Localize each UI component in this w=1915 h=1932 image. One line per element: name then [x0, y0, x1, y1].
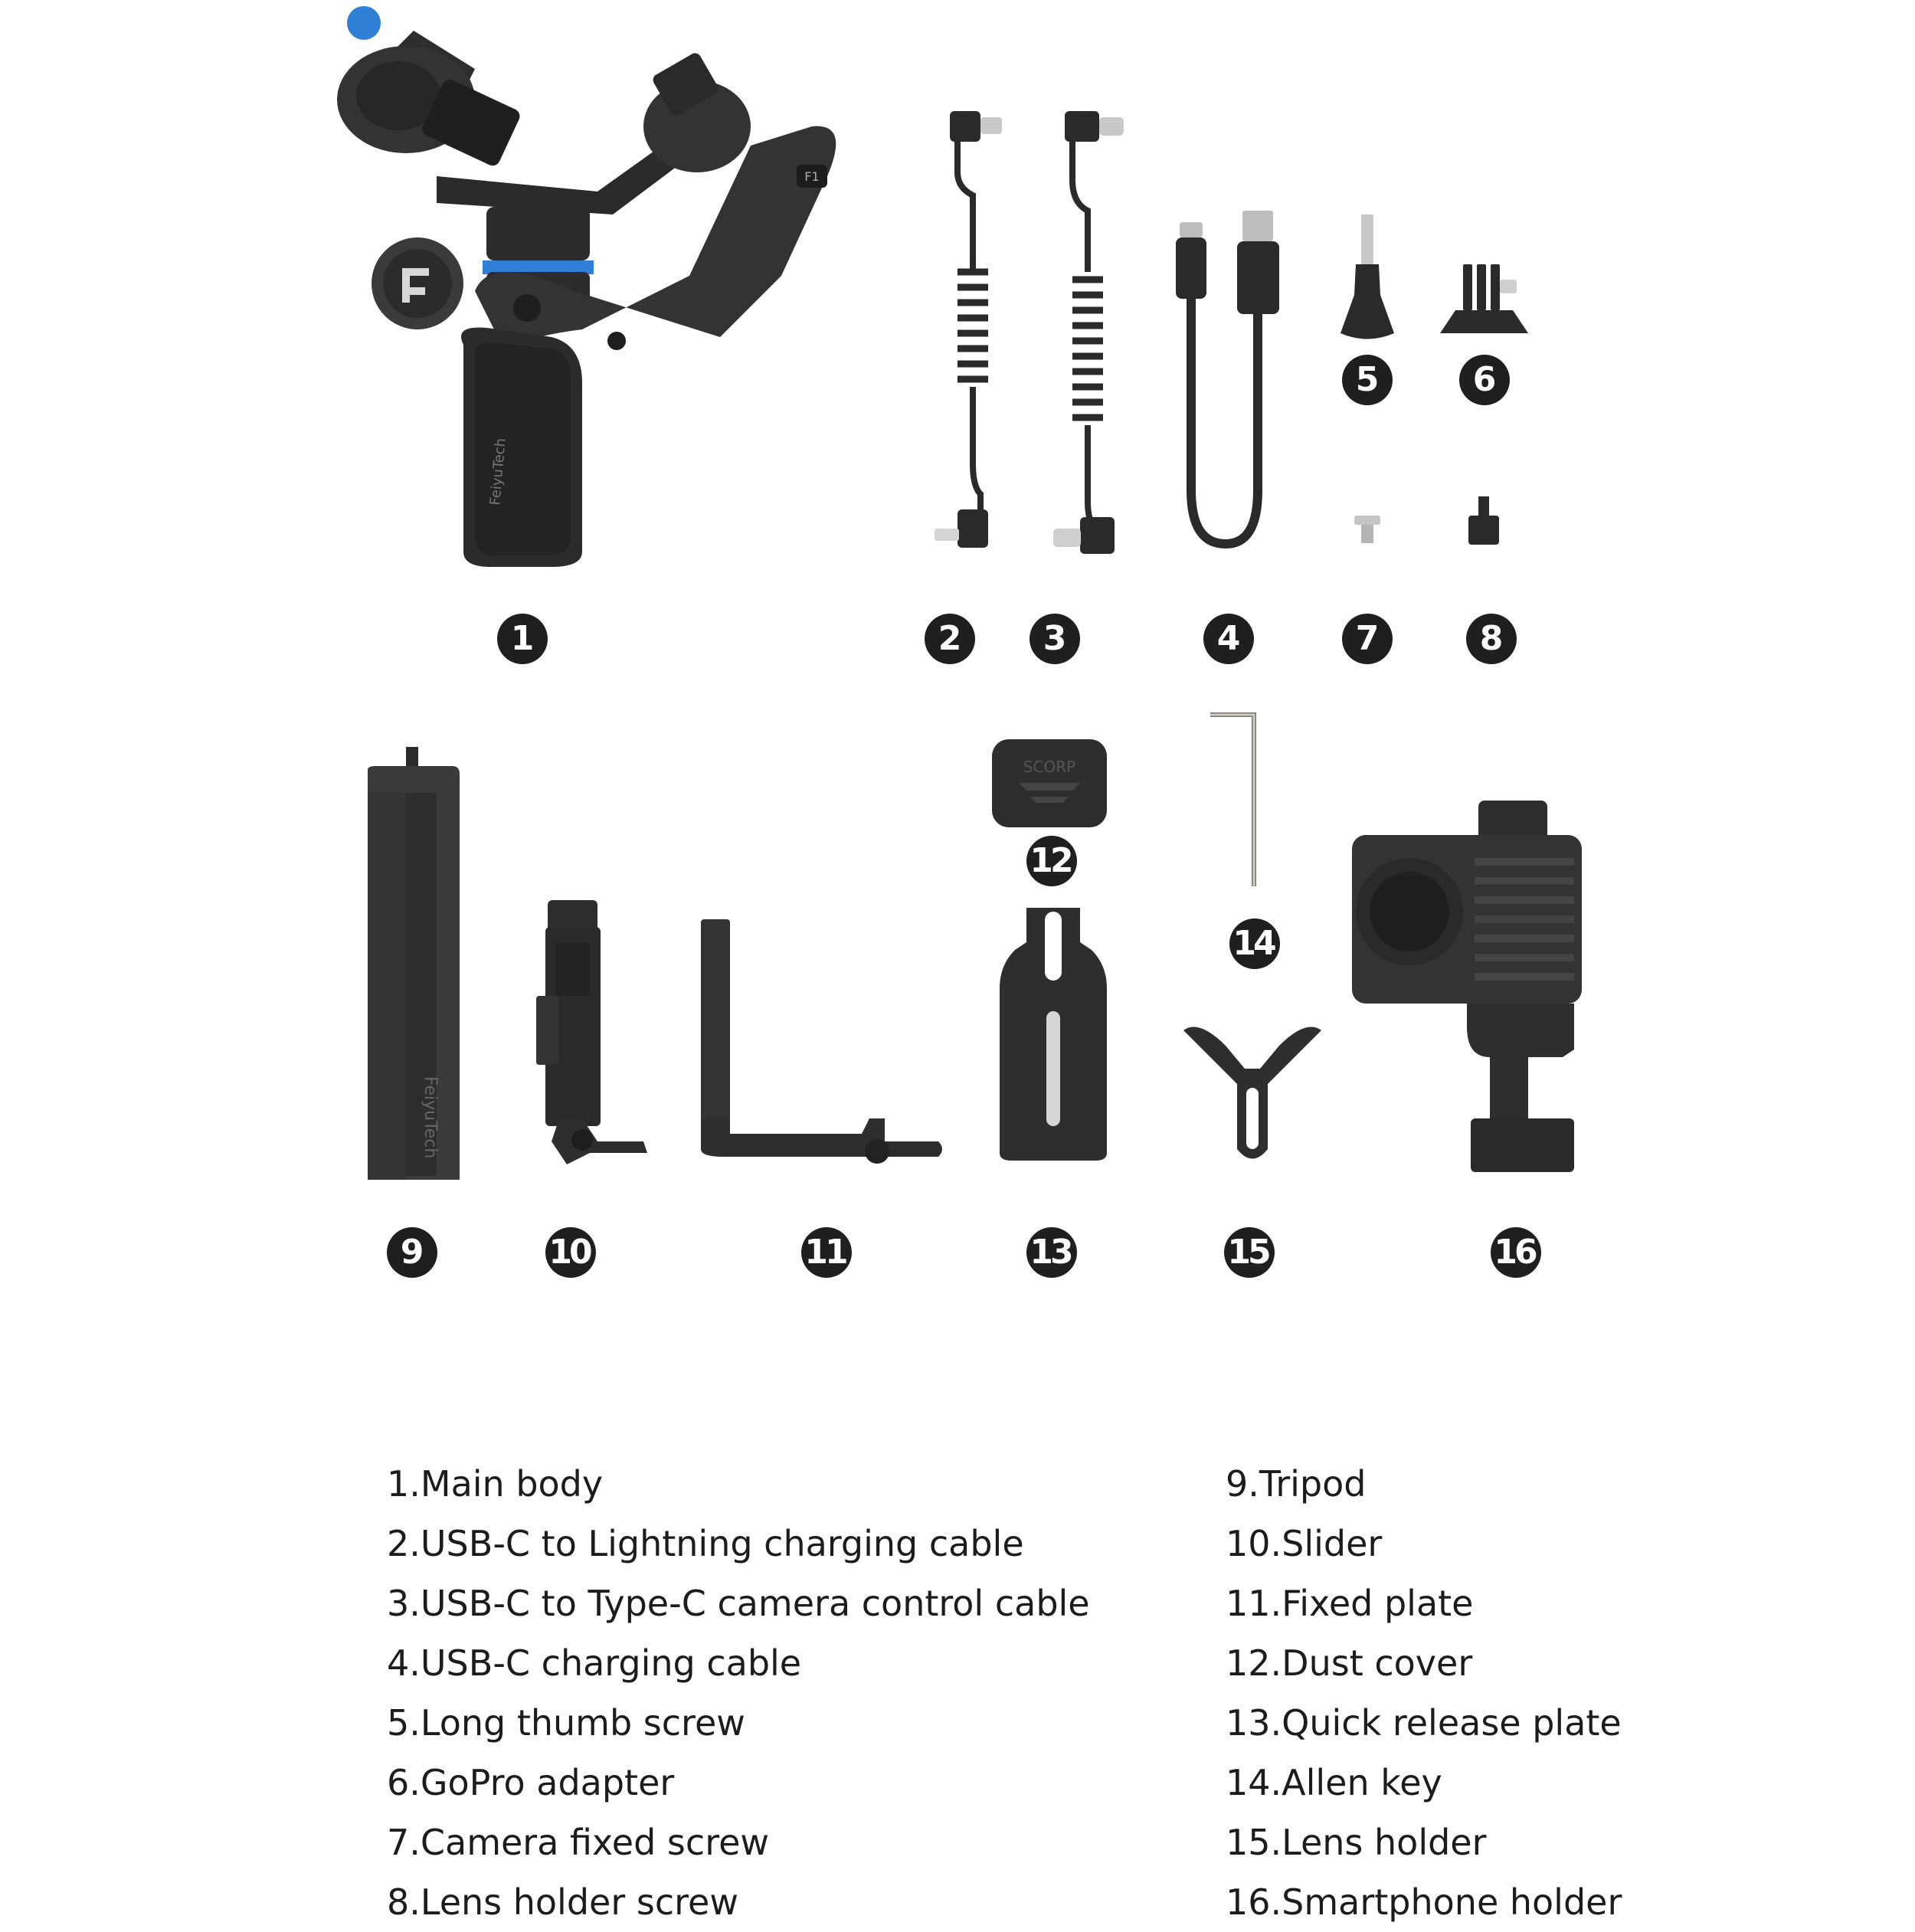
badge-6: 6: [1459, 355, 1510, 405]
legend-item-11: 11.Fixed plate: [1226, 1583, 1474, 1624]
lens-holder-image: [1176, 1015, 1329, 1168]
legend-item-10: 10.Slider: [1226, 1523, 1383, 1564]
legend-item-2: 2.USB-C to Lightning charging cable: [387, 1523, 1024, 1564]
legend-item-7: 7.Camera fixed screw: [387, 1822, 770, 1863]
f1-button-label: F1: [804, 169, 820, 184]
legend-item-14: 14.Allen key: [1226, 1762, 1442, 1803]
badge-7: 7: [1342, 614, 1393, 664]
tripod-image: [360, 747, 467, 1191]
badge-1: 1: [497, 614, 548, 664]
usb-c-charging-cable-image: [1157, 199, 1295, 559]
gopro-adapter-image: [1432, 260, 1540, 337]
legend-item-15: 15.Lens holder: [1226, 1822, 1487, 1863]
lens-holder-screw-image: [1465, 496, 1503, 546]
legend-item-9: 9.Tripod: [1226, 1463, 1367, 1505]
badge-14: 14: [1229, 919, 1280, 969]
camera-fixed-screw-image: [1348, 509, 1386, 548]
legend-item-12: 12.Dust cover: [1226, 1642, 1473, 1684]
main-body-image: [322, 0, 873, 582]
quick-release-plate-image: [996, 904, 1111, 1164]
legend-item-16: 16.Smartphone holder: [1226, 1881, 1622, 1923]
lightning-cable-image: [904, 103, 1026, 563]
allen-key-image: [1206, 709, 1268, 892]
type-c-cable-image: [1011, 103, 1149, 563]
dust-cover-image: [988, 735, 1111, 831]
long-thumb-screw-image: [1333, 211, 1402, 341]
legend-right-column: [1226, 1454, 1622, 1932]
badge-10: 10: [545, 1227, 596, 1278]
legend-item-6: 6.GoPro adapter: [387, 1762, 675, 1803]
fixed-plate-image: [693, 919, 946, 1164]
dust-cover-label: SCORP: [1023, 758, 1076, 776]
legend-item-1: 1.Main body: [387, 1463, 604, 1505]
badge-2: 2: [925, 614, 975, 664]
smartphone-holder-image: [1344, 797, 1589, 1180]
legend-item-13: 13.Quick release plate: [1226, 1702, 1622, 1744]
badge-16: 16: [1491, 1227, 1541, 1278]
badge-5: 5: [1342, 355, 1393, 405]
badge-15: 15: [1224, 1227, 1275, 1278]
badge-9: 9: [387, 1227, 437, 1278]
tripod-brand-label: FeiyuTech: [421, 1076, 440, 1159]
legend-item-4: 4.USB-C charging cable: [387, 1642, 802, 1684]
badge-4: 4: [1203, 614, 1254, 664]
badge-13: 13: [1026, 1227, 1077, 1278]
legend-item-5: 5.Long thumb screw: [387, 1702, 745, 1744]
legend-item-8: 8.Lens holder screw: [387, 1881, 738, 1923]
badge-8: 8: [1466, 614, 1517, 664]
badge-11: 11: [801, 1227, 852, 1278]
slider-image: [529, 896, 659, 1172]
blue-knob-icon: [347, 6, 381, 40]
legend-left-column: [387, 1454, 1090, 1932]
badge-3: 3: [1030, 614, 1080, 664]
gimbal-brand-label: FeiyuTech: [487, 437, 509, 506]
badge-12: 12: [1026, 836, 1077, 886]
legend-item-3: 3.USB-C to Type-C camera control cable: [387, 1583, 1090, 1624]
